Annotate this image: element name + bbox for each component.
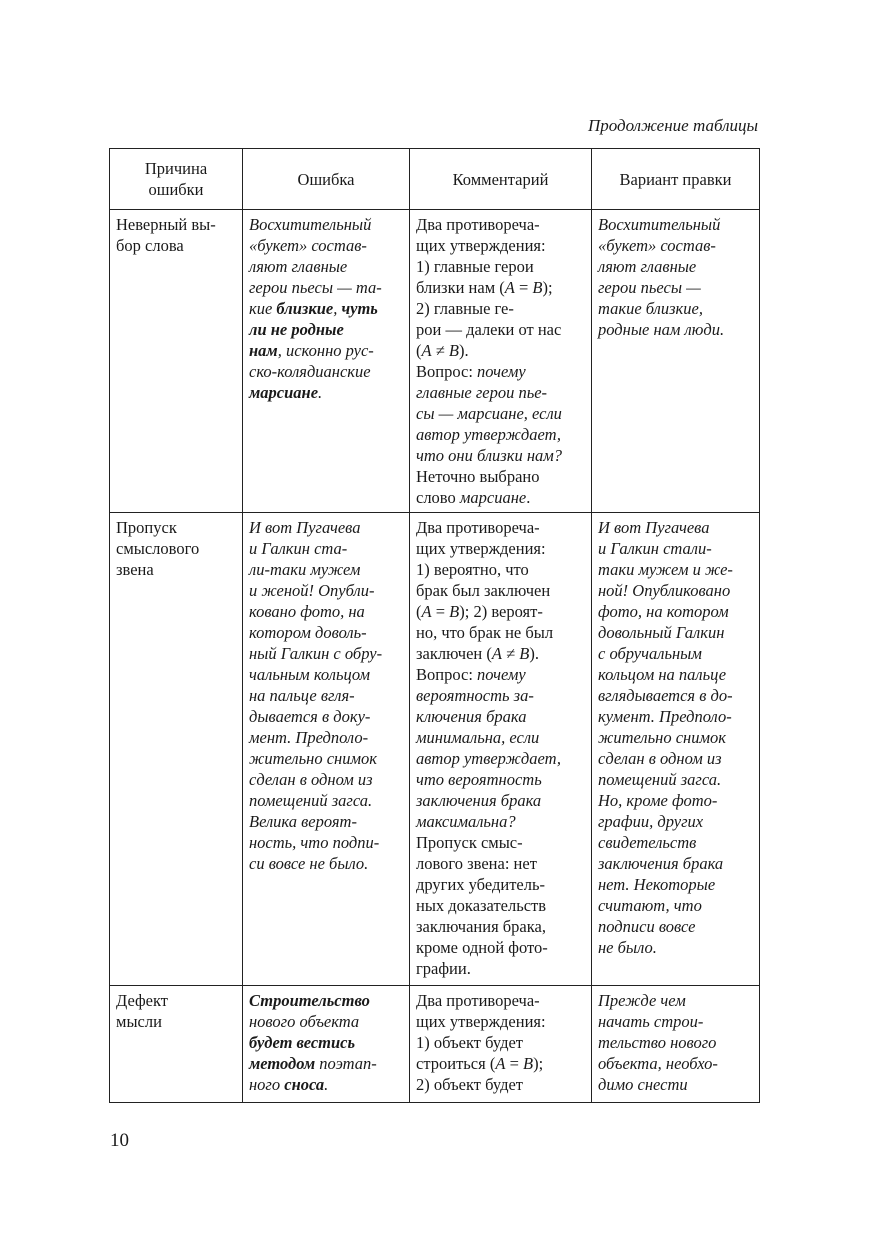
- text-line: [416, 811, 585, 832]
- text-line: [416, 601, 585, 622]
- table-row: [110, 513, 760, 986]
- text-segment: .: [318, 383, 323, 402]
- text-line: кумент. Предполо-: [598, 707, 732, 726]
- emphasis-text: нам: [249, 341, 278, 360]
- text-line: жительно снимок: [598, 728, 726, 747]
- text-segment: ,: [333, 299, 342, 318]
- text-line: ковано фото, на: [249, 602, 365, 621]
- text-segment: почему: [477, 362, 526, 381]
- text-line: рои — далеки от нас: [416, 320, 562, 339]
- table-header-row: [110, 149, 760, 210]
- text-segment: минимальна, если: [416, 728, 540, 747]
- text-line: щих утверждения:: [416, 539, 546, 558]
- cell-comment: [410, 513, 592, 986]
- text-line: 2) объект будет: [416, 1075, 524, 1094]
- text-line: смыслового: [116, 539, 200, 558]
- text-line: [416, 1053, 585, 1074]
- text-line: «букет» состав-: [249, 236, 367, 255]
- text-segment: ).: [459, 341, 469, 360]
- header-comment: Комментарий: [410, 149, 592, 210]
- text-line: [416, 382, 585, 403]
- cell-correction: [592, 210, 760, 513]
- text-line: чальным кольцом: [249, 665, 371, 684]
- text-line: ско-колядианские: [249, 362, 371, 381]
- text-segment: что они близки нам?: [416, 446, 563, 465]
- text-segment: =: [431, 602, 450, 621]
- text-line: [249, 990, 403, 1011]
- text-segment: близки нам (: [416, 278, 505, 297]
- cell-cause: [110, 210, 243, 513]
- text-segment: ключения брака: [416, 707, 527, 726]
- text-line: и Галкин стали-: [598, 539, 712, 558]
- text-line: герои пьесы — та-: [249, 278, 382, 297]
- text-segment: B: [523, 1054, 534, 1073]
- running-head: Продолжение таблицы: [587, 116, 758, 135]
- text-line: дывается в доку-: [249, 707, 371, 726]
- text-line: димо снести: [598, 1075, 688, 1094]
- text-line: Два противореча-: [416, 518, 540, 537]
- text-line: ный Галкин с обру-: [249, 644, 383, 663]
- text-segment: A: [421, 602, 432, 621]
- cell-correction: [592, 513, 760, 986]
- text-line: ных доказательств: [416, 896, 547, 915]
- text-line: Пропуск смыс-: [416, 833, 523, 852]
- text-line: 1) вероятно, что: [416, 560, 529, 579]
- text-line: [249, 382, 403, 403]
- header-error: Ошибка: [243, 149, 410, 210]
- text-line: [416, 445, 585, 466]
- text-segment: Вопрос:: [416, 362, 478, 381]
- text-line: мент. Предполо-: [249, 728, 369, 747]
- text-line: котором доволь-: [249, 623, 367, 642]
- text-line: фото, на котором: [598, 602, 729, 621]
- cell-cause: [110, 986, 243, 1103]
- text-line: графии.: [416, 959, 471, 978]
- text-line: Велика вероят-: [249, 812, 357, 831]
- text-segment: ).: [529, 644, 539, 663]
- text-line: помещений загса.: [249, 791, 373, 810]
- text-line: [416, 487, 585, 508]
- text-line: тельство нового: [598, 1033, 717, 1052]
- text-line: нет. Некоторые: [598, 875, 716, 894]
- text-line: Но, кроме фото-: [598, 791, 718, 810]
- text-line: Пропуск: [116, 518, 177, 537]
- text-segment: поэтап-: [315, 1054, 377, 1073]
- text-line: [416, 340, 585, 361]
- text-line: нового объекта: [249, 1012, 360, 1031]
- text-line: [416, 748, 585, 769]
- text-line: [416, 424, 585, 445]
- text-line: графии, других: [598, 812, 704, 831]
- text-line: кольцом на пальце: [598, 665, 727, 684]
- text-segment: почему: [477, 665, 526, 684]
- text-line: Восхитительный: [598, 215, 721, 234]
- text-line: кроме одной фото-: [416, 938, 548, 957]
- emphasis-text: чуть: [341, 299, 378, 318]
- text-line: [249, 1074, 403, 1095]
- text-segment: кие: [249, 299, 277, 318]
- text-line: [416, 403, 585, 424]
- text-segment: строиться (: [416, 1054, 496, 1073]
- text-line: таки мужем и же-: [598, 560, 733, 579]
- emphasis-text: близкие: [276, 299, 334, 318]
- text-segment: главные герои пье-: [416, 383, 548, 402]
- text-segment: );: [542, 278, 553, 297]
- text-line: такие близкие,: [598, 299, 703, 318]
- text-line: Неверный вы-: [116, 215, 216, 234]
- emphasis-text: методом: [249, 1054, 316, 1073]
- text-line: на пальце вгля-: [249, 686, 355, 705]
- text-line: ли-таки мужем: [249, 560, 361, 579]
- text-line: вглядывается в до-: [598, 686, 733, 705]
- table-row: [110, 986, 760, 1103]
- emphasis-text: сноса: [284, 1075, 325, 1094]
- emphasis-text: ли не родные: [249, 320, 344, 339]
- text-line: начать строи-: [598, 1012, 704, 1031]
- text-line: 1) главные герои: [416, 257, 534, 276]
- header-cause: Причина ошибки: [110, 149, 243, 210]
- text-line: лового звена: нет: [416, 854, 537, 873]
- text-line: [416, 790, 585, 811]
- text-segment: B: [532, 278, 543, 297]
- text-line: звена: [116, 560, 154, 579]
- text-line: довольный Галкин: [598, 623, 725, 642]
- text-line: Дефект: [116, 991, 169, 1010]
- text-line: щих утверждения:: [416, 1012, 546, 1031]
- text-line: герои пьесы —: [598, 278, 701, 297]
- text-line: Прежде чем: [598, 991, 686, 1010]
- text-segment: автор утверждает,: [416, 425, 562, 444]
- cell-error: [243, 210, 410, 513]
- text-line: брак был заключен: [416, 581, 551, 600]
- text-line: ной! Опубликовано: [598, 581, 731, 600]
- text-segment: Вопрос:: [416, 665, 478, 684]
- text-line: Неточно выбрано: [416, 467, 540, 486]
- text-segment: ≠: [501, 644, 520, 663]
- table-row: [110, 210, 760, 513]
- text-line: [416, 727, 585, 748]
- text-line: ность, что подпи-: [249, 833, 380, 852]
- cell-comment: [410, 986, 592, 1103]
- cell-correction: [592, 986, 760, 1103]
- text-line: [416, 361, 585, 382]
- emphasis-text: будет вестись: [249, 1033, 356, 1052]
- text-segment: A: [495, 1054, 506, 1073]
- text-line: заключания брака,: [416, 917, 546, 936]
- text-line: Два противореча-: [416, 991, 540, 1010]
- text-line: мысли: [116, 1012, 162, 1031]
- text-line: 2) главные ге-: [416, 299, 514, 318]
- text-segment: =: [505, 1054, 523, 1073]
- text-line: свидетельств: [598, 833, 697, 852]
- text-line: и женой! Опубли-: [249, 581, 375, 600]
- emphasis-text: Строительство: [249, 991, 370, 1010]
- text-segment: вероятность за-: [416, 686, 534, 705]
- text-line: не было.: [598, 938, 657, 957]
- text-segment: B: [448, 341, 459, 360]
- text-segment: что вероятность: [416, 770, 542, 789]
- text-segment: A: [491, 644, 502, 663]
- text-line: [249, 298, 403, 319]
- text-segment: заключения брака: [416, 791, 542, 810]
- text-segment: A: [421, 341, 432, 360]
- text-segment: B: [449, 602, 460, 621]
- text-line: Два противореча-: [416, 215, 540, 234]
- text-line: сделан в одном из: [249, 770, 373, 789]
- text-segment: =: [514, 278, 533, 297]
- text-line: И вот Пугачева: [598, 518, 710, 537]
- text-line: подписи вовсе: [598, 917, 696, 936]
- text-line: бор слова: [116, 236, 184, 255]
- text-line: ляют главные: [249, 257, 348, 276]
- text-line: заключения брака: [598, 854, 724, 873]
- text-segment: A: [504, 278, 515, 297]
- text-line: но, что брак не был: [416, 623, 554, 642]
- text-line: [416, 664, 585, 685]
- text-line: [249, 1032, 403, 1053]
- text-segment: ); 2) вероят-: [459, 602, 543, 621]
- page-number: 10: [110, 1130, 129, 1151]
- cell-comment: [410, 210, 592, 513]
- text-segment: максимальна?: [416, 812, 516, 831]
- text-segment: .: [526, 488, 531, 507]
- text-line: «букет» состав-: [598, 236, 716, 255]
- text-line: других убедитель-: [416, 875, 545, 894]
- text-line: объекта, необхо-: [598, 1054, 718, 1073]
- cell-error: [243, 513, 410, 986]
- cell-error: [243, 986, 410, 1103]
- text-segment: сы — марсиане, если: [416, 404, 562, 423]
- text-line: жительно снимок: [249, 749, 377, 768]
- text-segment: );: [533, 1054, 544, 1073]
- header-correction: Вариант правки: [592, 149, 760, 210]
- text-line: Восхитительный: [249, 215, 372, 234]
- text-segment: (: [416, 602, 422, 621]
- text-line: [249, 340, 403, 361]
- text-segment: ≠: [431, 341, 449, 360]
- text-line: ляют главные: [598, 257, 697, 276]
- text-line: и Галкин ста-: [249, 539, 348, 558]
- text-line: родные нам люди.: [598, 320, 725, 339]
- text-line: щих утверждения:: [416, 236, 546, 255]
- error-table: [109, 148, 760, 1103]
- text-segment: слово: [416, 488, 460, 507]
- text-segment: марсиане: [459, 488, 527, 507]
- text-segment: заключен (: [416, 644, 492, 663]
- text-line: с обручальным: [598, 644, 702, 663]
- text-segment: , исконно рус-: [277, 341, 374, 360]
- text-line: [416, 643, 585, 664]
- text-line: [416, 706, 585, 727]
- text-line: [416, 685, 585, 706]
- text-segment: автор утверждает,: [416, 749, 562, 768]
- cell-cause: [110, 513, 243, 986]
- text-segment: (: [416, 341, 422, 360]
- text-segment: B: [519, 644, 530, 663]
- text-line: [249, 319, 403, 340]
- text-line: [416, 769, 585, 790]
- text-line: 1) объект будет: [416, 1033, 524, 1052]
- emphasis-text: марсиане: [249, 383, 319, 402]
- text-line: И вот Пугачева: [249, 518, 361, 537]
- text-line: [249, 1053, 403, 1074]
- text-line: помещений загса.: [598, 770, 722, 789]
- text-line: си вовсе не было.: [249, 854, 369, 873]
- text-line: [416, 277, 585, 298]
- text-line: сделан в одном из: [598, 749, 722, 768]
- text-segment: .: [324, 1075, 329, 1094]
- text-segment: ного: [249, 1075, 285, 1094]
- text-line: считают, что: [598, 896, 702, 915]
